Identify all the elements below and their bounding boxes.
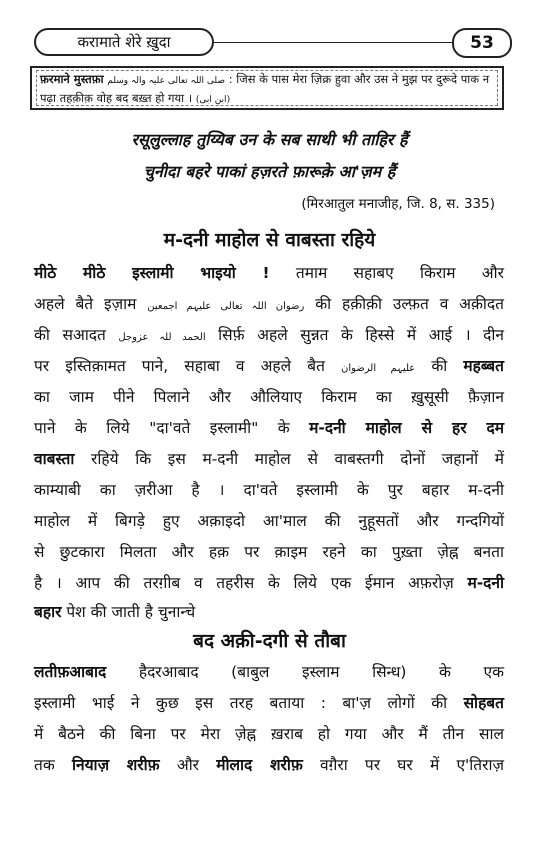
- para1-line-2: [34, 292, 504, 314]
- bold-phrase: वाबस्ता: [34, 450, 75, 468]
- para1-line-7: [34, 447, 504, 469]
- text-run: पेश की जाती है चुनान्चे: [61, 603, 196, 621]
- bold-phrase: सोहबत: [463, 694, 504, 712]
- text-run: रहिये कि इस म-दनी माहोल से वाबस्तगी दोनों जहानों में: [74, 450, 504, 468]
- hadith-source: (ابن ابی): [195, 95, 231, 105]
- para2-line-2: [34, 691, 504, 713]
- poem-line-1: रसूलुल्लाह तुय्यिब उन के सब साथी भी ताहिर हैं: [131, 130, 408, 149]
- bold-phrase: महब्बत: [463, 357, 504, 375]
- text-run: इस्लामी भाई ने कुछ इस तरह बताया : बा'ज़ लोगों की: [34, 694, 464, 712]
- para1-line-1: [34, 261, 504, 283]
- book-title: करामाते शेरे ख़ुदा: [34, 28, 214, 56]
- text-run: की सआदत: [34, 326, 119, 344]
- hadith-label: फ़रमाने मुस्तफ़ा: [40, 72, 104, 86]
- text-run: अहले बैते इज़ाम: [34, 295, 148, 313]
- text-run: पर इस्तिक़ामत पाने, सहाबा व अहले बैत: [34, 357, 341, 375]
- text-run: तक: [34, 756, 72, 774]
- para1-line-8: काम्याबी का ज़रीआ है । दा'वते इस्लामी के पुर बहार म-दनी: [34, 481, 504, 499]
- bold-phrase: मीठे मीठे इस्लामी भाइयो !: [34, 264, 270, 282]
- bold-phrase: नियाज़ शरीफ़: [71, 756, 160, 774]
- hadith-box-inner: [36, 70, 498, 106]
- header-rule: [212, 42, 452, 43]
- text-run: पाने के लिये "दा'वते इस्लामी" के: [34, 419, 310, 437]
- text-run: की: [415, 357, 464, 375]
- para2-line-3: में बैठने की बिना पर मेरा ज़ेह्न ख़राब हो गया और मैं तीन साल: [34, 725, 504, 743]
- poem-reference: (मिरआतुल मनाजीह, जि. 8, स. 335): [301, 196, 495, 212]
- para1-line-10: से छुटकारा मिलता और हक़ पर क़ाइम रहने का पुख़्ता ज़ेह्न बनता: [34, 543, 504, 561]
- text-run: सिर्फ़ अहले सुन्नत के हिस्से में आई । दीन: [205, 326, 504, 344]
- arabic-dua: رضوان اللہ تعالی علیہم اجمعین: [147, 301, 305, 312]
- text-run: और: [159, 756, 217, 774]
- para1-line-11: [34, 571, 504, 593]
- section-heading-madani-mahol: म-दनी माहोल से वाबस्ता रहिये: [163, 229, 376, 251]
- para2-line-1: [34, 660, 504, 682]
- bold-phrase: मीलाद शरीफ़: [216, 756, 303, 774]
- para1-line-12: [34, 600, 504, 622]
- text-run: की हक़ीक़ी उल्फ़त व अक़ीदत: [304, 295, 504, 313]
- bold-phrase: म-दनी: [467, 574, 504, 592]
- section-heading-bad-aqidagi: बद अक़ी-दगी से तौबा: [193, 630, 346, 652]
- text-run: है । आप की तरग़ीब व तहरीस के लिये एक ईमान अफ़रोज़: [34, 574, 468, 592]
- para1-line-3: [34, 323, 504, 345]
- page-number: 53: [452, 28, 512, 58]
- hadith-text: : जिस के पास मेरा ज़िक्र हुवा और उस ने मुझ पर दुरूदे पाक न पढ़ा तहक़ीक़ वोह बद बख़्त हो गया ।: [40, 72, 490, 105]
- para1-line-4: [34, 354, 504, 376]
- poem-line-2: चुनीदा बहरे पाकां हज़रते फ़ारूक़े आ'ज़म हैं: [143, 162, 396, 181]
- arabic-dua: الحمد للہ عزوجل: [118, 332, 206, 343]
- para2-line-4: [34, 753, 504, 775]
- para1-line-5: का जाम पीने पिलाने और औलियाए किराम का ख़ुसूसी फ़ैज़ान: [34, 388, 504, 406]
- bold-phrase: बहार: [34, 603, 62, 621]
- bold-phrase: लतीफ़आबाद: [34, 663, 107, 681]
- para1-line-9: माहोल में बिगड़े हुए अक़ाइदो आ'माल की नुहूसतों और गन्दगियों: [34, 512, 504, 530]
- text-run: तमाम सहाबए किराम और: [269, 264, 504, 282]
- text-run: वग़ैरा पर घर में ए'तिराज़: [302, 756, 504, 774]
- text-run: हैदरआबाद (बाबुल इस्लाम सिन्ध) के एक: [106, 663, 504, 681]
- hadith-box: [30, 66, 504, 110]
- arabic-dua: علیہم الرضوان: [341, 363, 416, 374]
- bold-phrase: म-दनी माहोल से हर दम: [309, 419, 504, 437]
- salawat-text: صلی اللہ تعالی علیہ والہ وسلم: [107, 76, 226, 86]
- para1-line-6: [34, 416, 504, 438]
